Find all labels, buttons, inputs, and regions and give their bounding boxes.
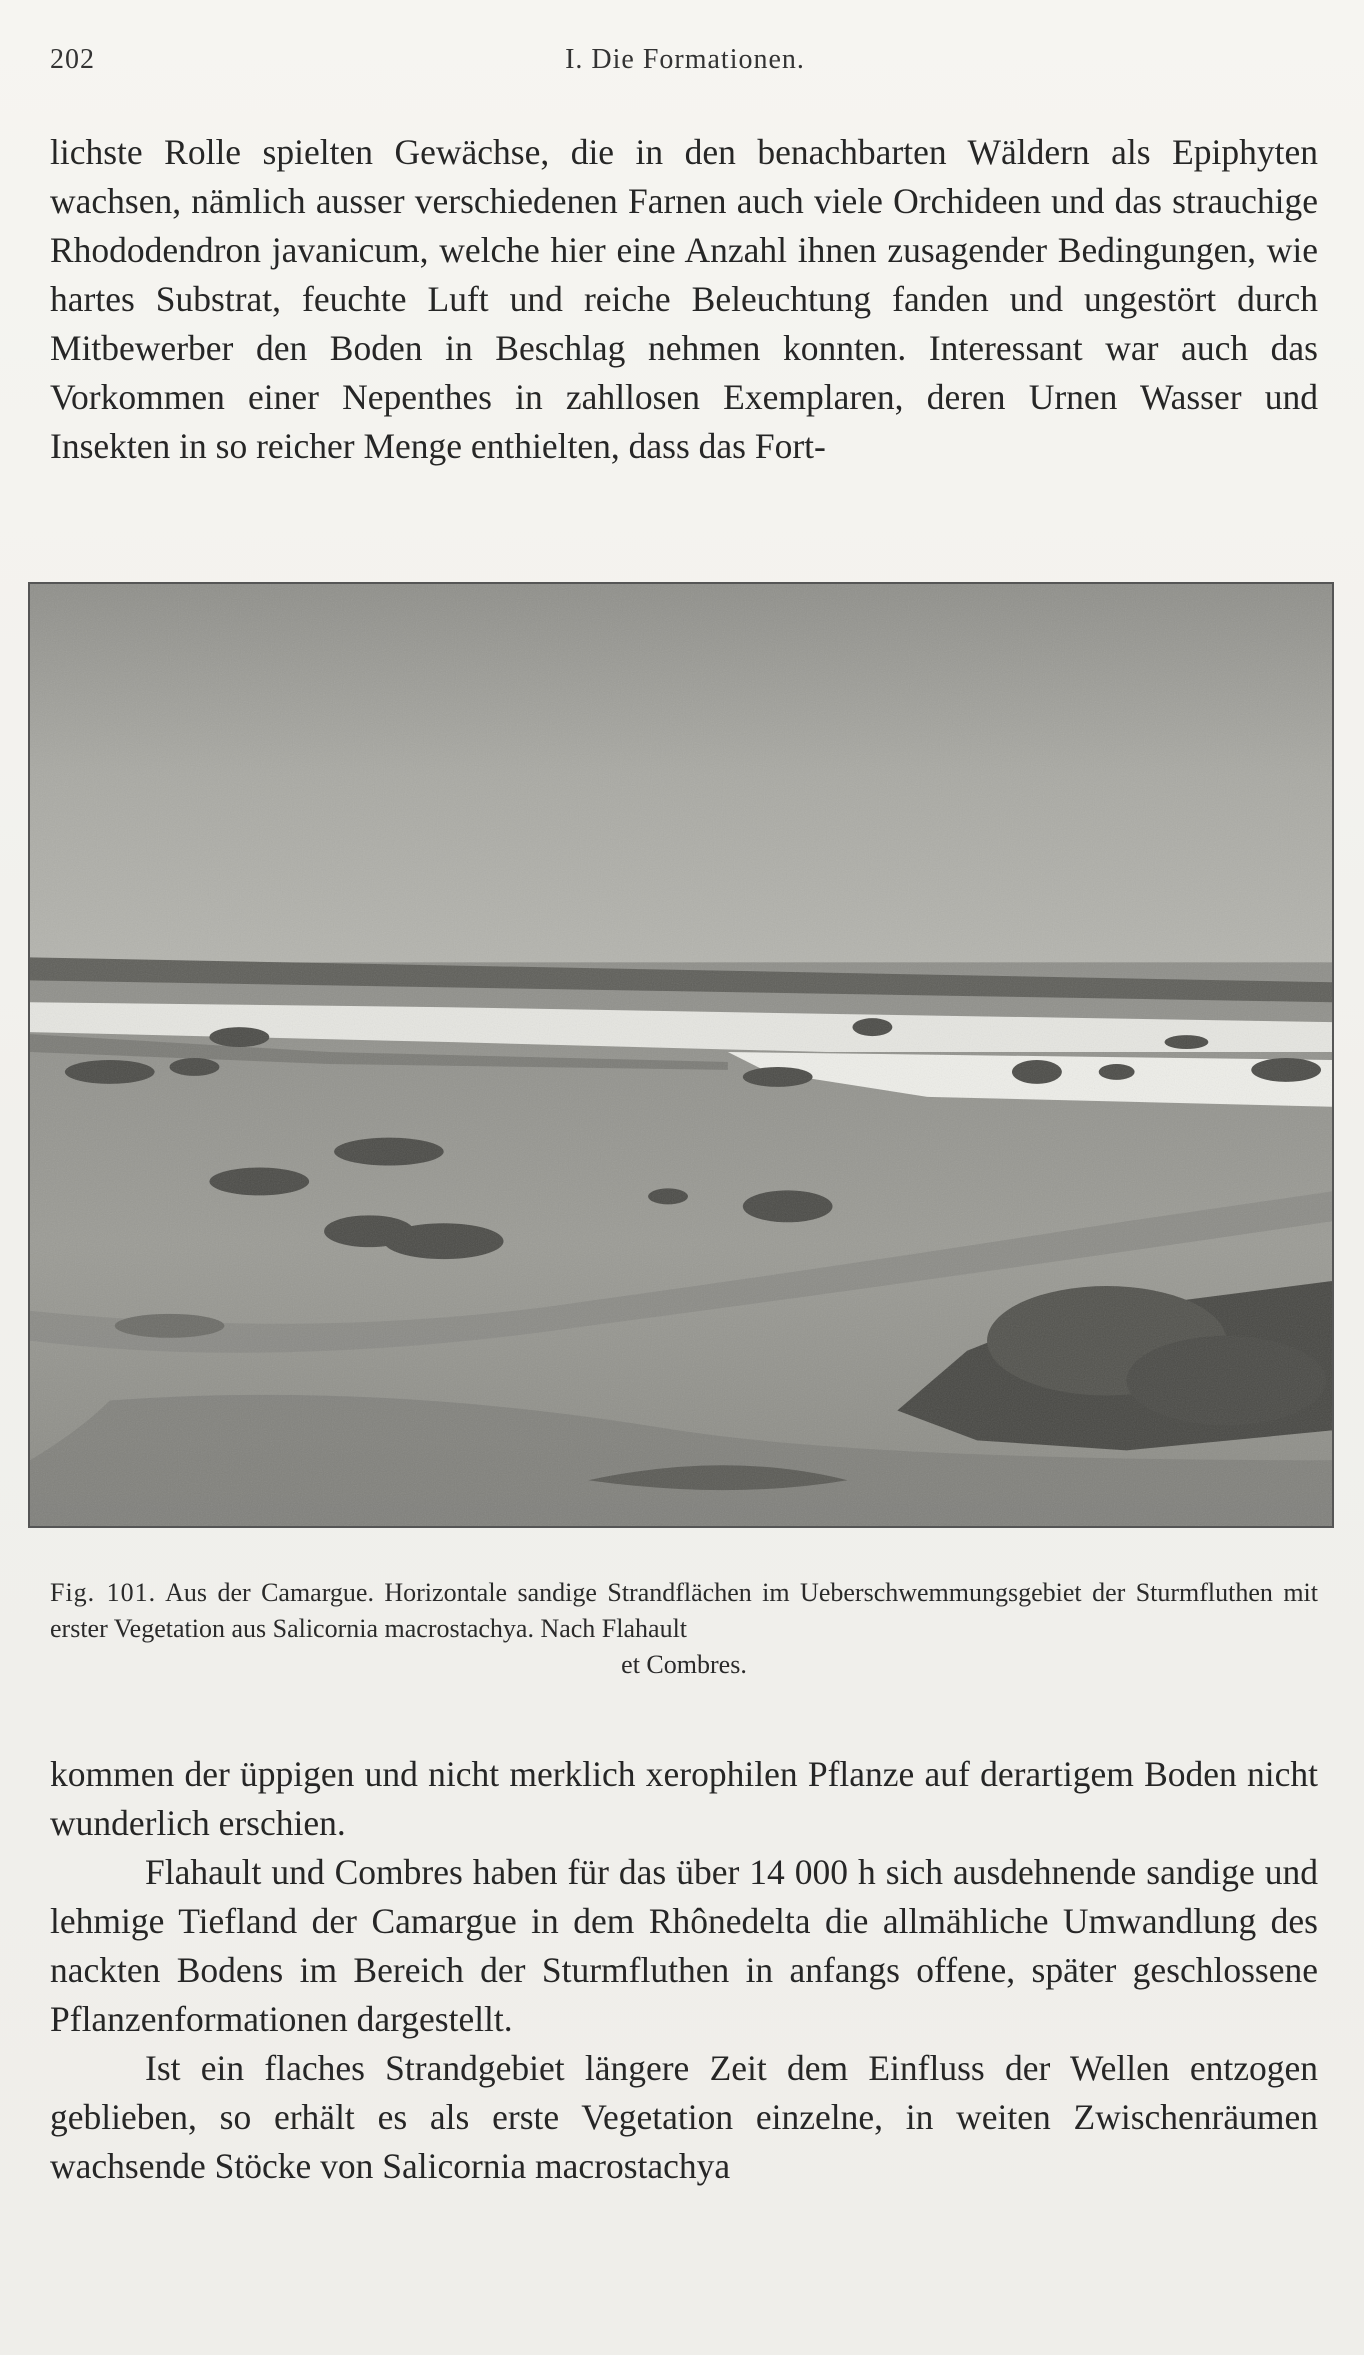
paragraph-continuation bbox=[50, 1750, 1318, 2191]
figure-photograph bbox=[28, 582, 1334, 1528]
camargue-landscape-photo bbox=[30, 584, 1332, 1526]
page-number: 202 bbox=[50, 44, 95, 75]
paragraph-top-text: lichste Rolle spielten Gewächse, die in den benachbarten Wäldern als Epiphyten wachsen, nämlich ausser verschiedenen Farnen auch viele Orchideen und das strauchige Rhododendron javanicum, welche hier eine Anzahl ihnen zusagender Bedingungen, wie hartes Substrat, feuchte Luft und reiche Beleuchtung fanden und ungestört durch Mitbewerber den Boden in Beschlag nehmen konnten. Interessant war auch das Vorkommen einer Nepenthes in zahllosen Exemplaren, deren Urnen Wasser und Insekten in so reicher Menge enthielten, dass das Fort- bbox=[50, 132, 1318, 466]
paragraph-top bbox=[50, 128, 1318, 471]
page-header bbox=[50, 44, 1320, 84]
figure-caption-last-line: et Combres. bbox=[621, 1650, 747, 1679]
paragraph-continuation-text: kommen der üppigen und nicht merklich xerophilen Pflanze auf derartigem Boden nicht wunderlich erschien. bbox=[50, 1754, 1318, 1843]
figure-caption-text: Aus der Camargue. Horizontale sandige Strandflächen im Ueberschwemmungsgebiet der Sturmfluthen mit erster Vegetation aus Salicornia macrostachya. Nach Flahault bbox=[50, 1578, 1319, 1643]
running-title: I. Die Formationen. bbox=[565, 44, 805, 75]
figure-label: Fig. 101. bbox=[50, 1578, 157, 1607]
figure-caption bbox=[50, 1575, 1318, 1683]
paragraph-flahault: Flahault und Combres haben für das über 14 000 h sich ausdehnende sandige und lehmige Tiefland der Camargue in dem Rhônedelta die allmähliche Umwandlung des nackten Bodens im Bereich der Sturmfluthen in anfangs offene, später geschlossene Pflanzenformationen dargestellt. bbox=[50, 1852, 1318, 2039]
paragraph-strandgebiet: Ist ein flaches Strandgebiet längere Zeit dem Einfluss der Wellen entzogen geblieben, so erhält es als erste Vegetation einzelne, in weiten Zwischenräumen wachsende Stöcke von Salicornia macrostachya bbox=[50, 2048, 1318, 2186]
